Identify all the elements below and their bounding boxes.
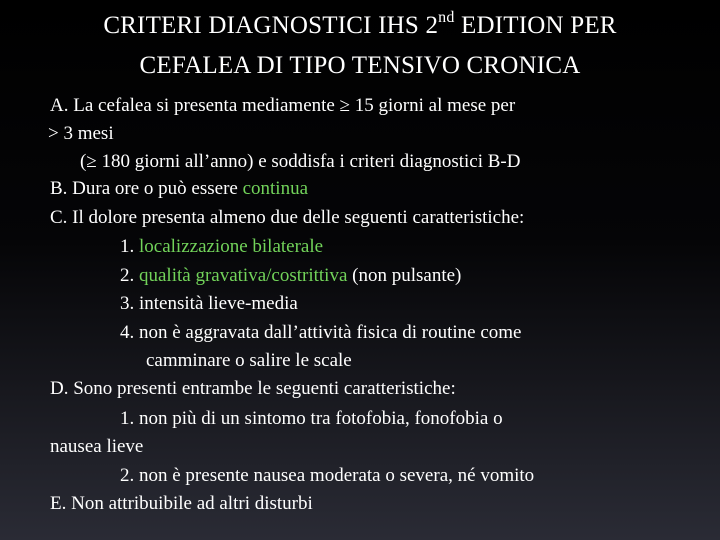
- criterion-c-item-3: 3. intensità lieve-media: [120, 293, 298, 314]
- criterion-a-line-3: (≥ 180 giorni all’anno) e soddisfa i criteri diagnostici B-D: [80, 151, 521, 172]
- criterion-b-highlight: continua: [242, 178, 309, 199]
- slide-title: [0, 6, 720, 86]
- criterion-c: C. Il dolore presenta almeno due delle seguenti caratteristiche:: [50, 207, 525, 228]
- title-text-part-1: CRITERI DIAGNOSTICI IHS 2: [103, 12, 439, 39]
- item-number: 2.: [120, 265, 139, 286]
- title-superscript: nd: [438, 9, 455, 26]
- item-highlight: localizzazione bilaterale: [139, 236, 324, 257]
- slide-title-line-2: CEFALEA DI TIPO TENSIVO CRONICA: [139, 52, 581, 79]
- criterion-c-item-2: [120, 264, 461, 288]
- criterion-c-item-4-line-1: 4. non è aggravata dall’attività fisica di routine come: [120, 322, 522, 343]
- criterion-e: E. Non attribuibile ad altri disturbi: [50, 493, 313, 514]
- item-highlight: qualità gravativa/costrittiva: [139, 265, 348, 286]
- item-text: (non pulsante): [347, 265, 462, 286]
- criterion-d-item-1-line-2: nausea lieve: [50, 436, 144, 457]
- criterion-d-item-2: 2. non è presente nausea moderata o severa, né vomito: [120, 465, 535, 486]
- criterion-a-line-2: > 3 mesi: [48, 123, 114, 144]
- criterion-d: D. Sono presenti entrambe le seguenti caratteristiche:: [50, 378, 456, 399]
- criterion-b: [50, 177, 308, 201]
- item-number: 1.: [120, 236, 139, 257]
- criterion-d-item-1-line-1: 1. non più di un sintomo tra fotofobia, fonofobia o: [120, 408, 503, 429]
- criterion-a-line-1: A. La cefalea si presenta mediamente ≥ 15 giorni al mese per: [50, 95, 516, 116]
- slide-title-line-1: [0, 6, 720, 46]
- title-text-part-2: EDITION PER: [454, 12, 617, 39]
- criterion-c-item-1: [120, 235, 323, 259]
- criterion-b-text: B. Dura ore o può essere: [50, 178, 243, 199]
- criterion-c-item-4-line-2: camminare o salire le scale: [146, 350, 352, 371]
